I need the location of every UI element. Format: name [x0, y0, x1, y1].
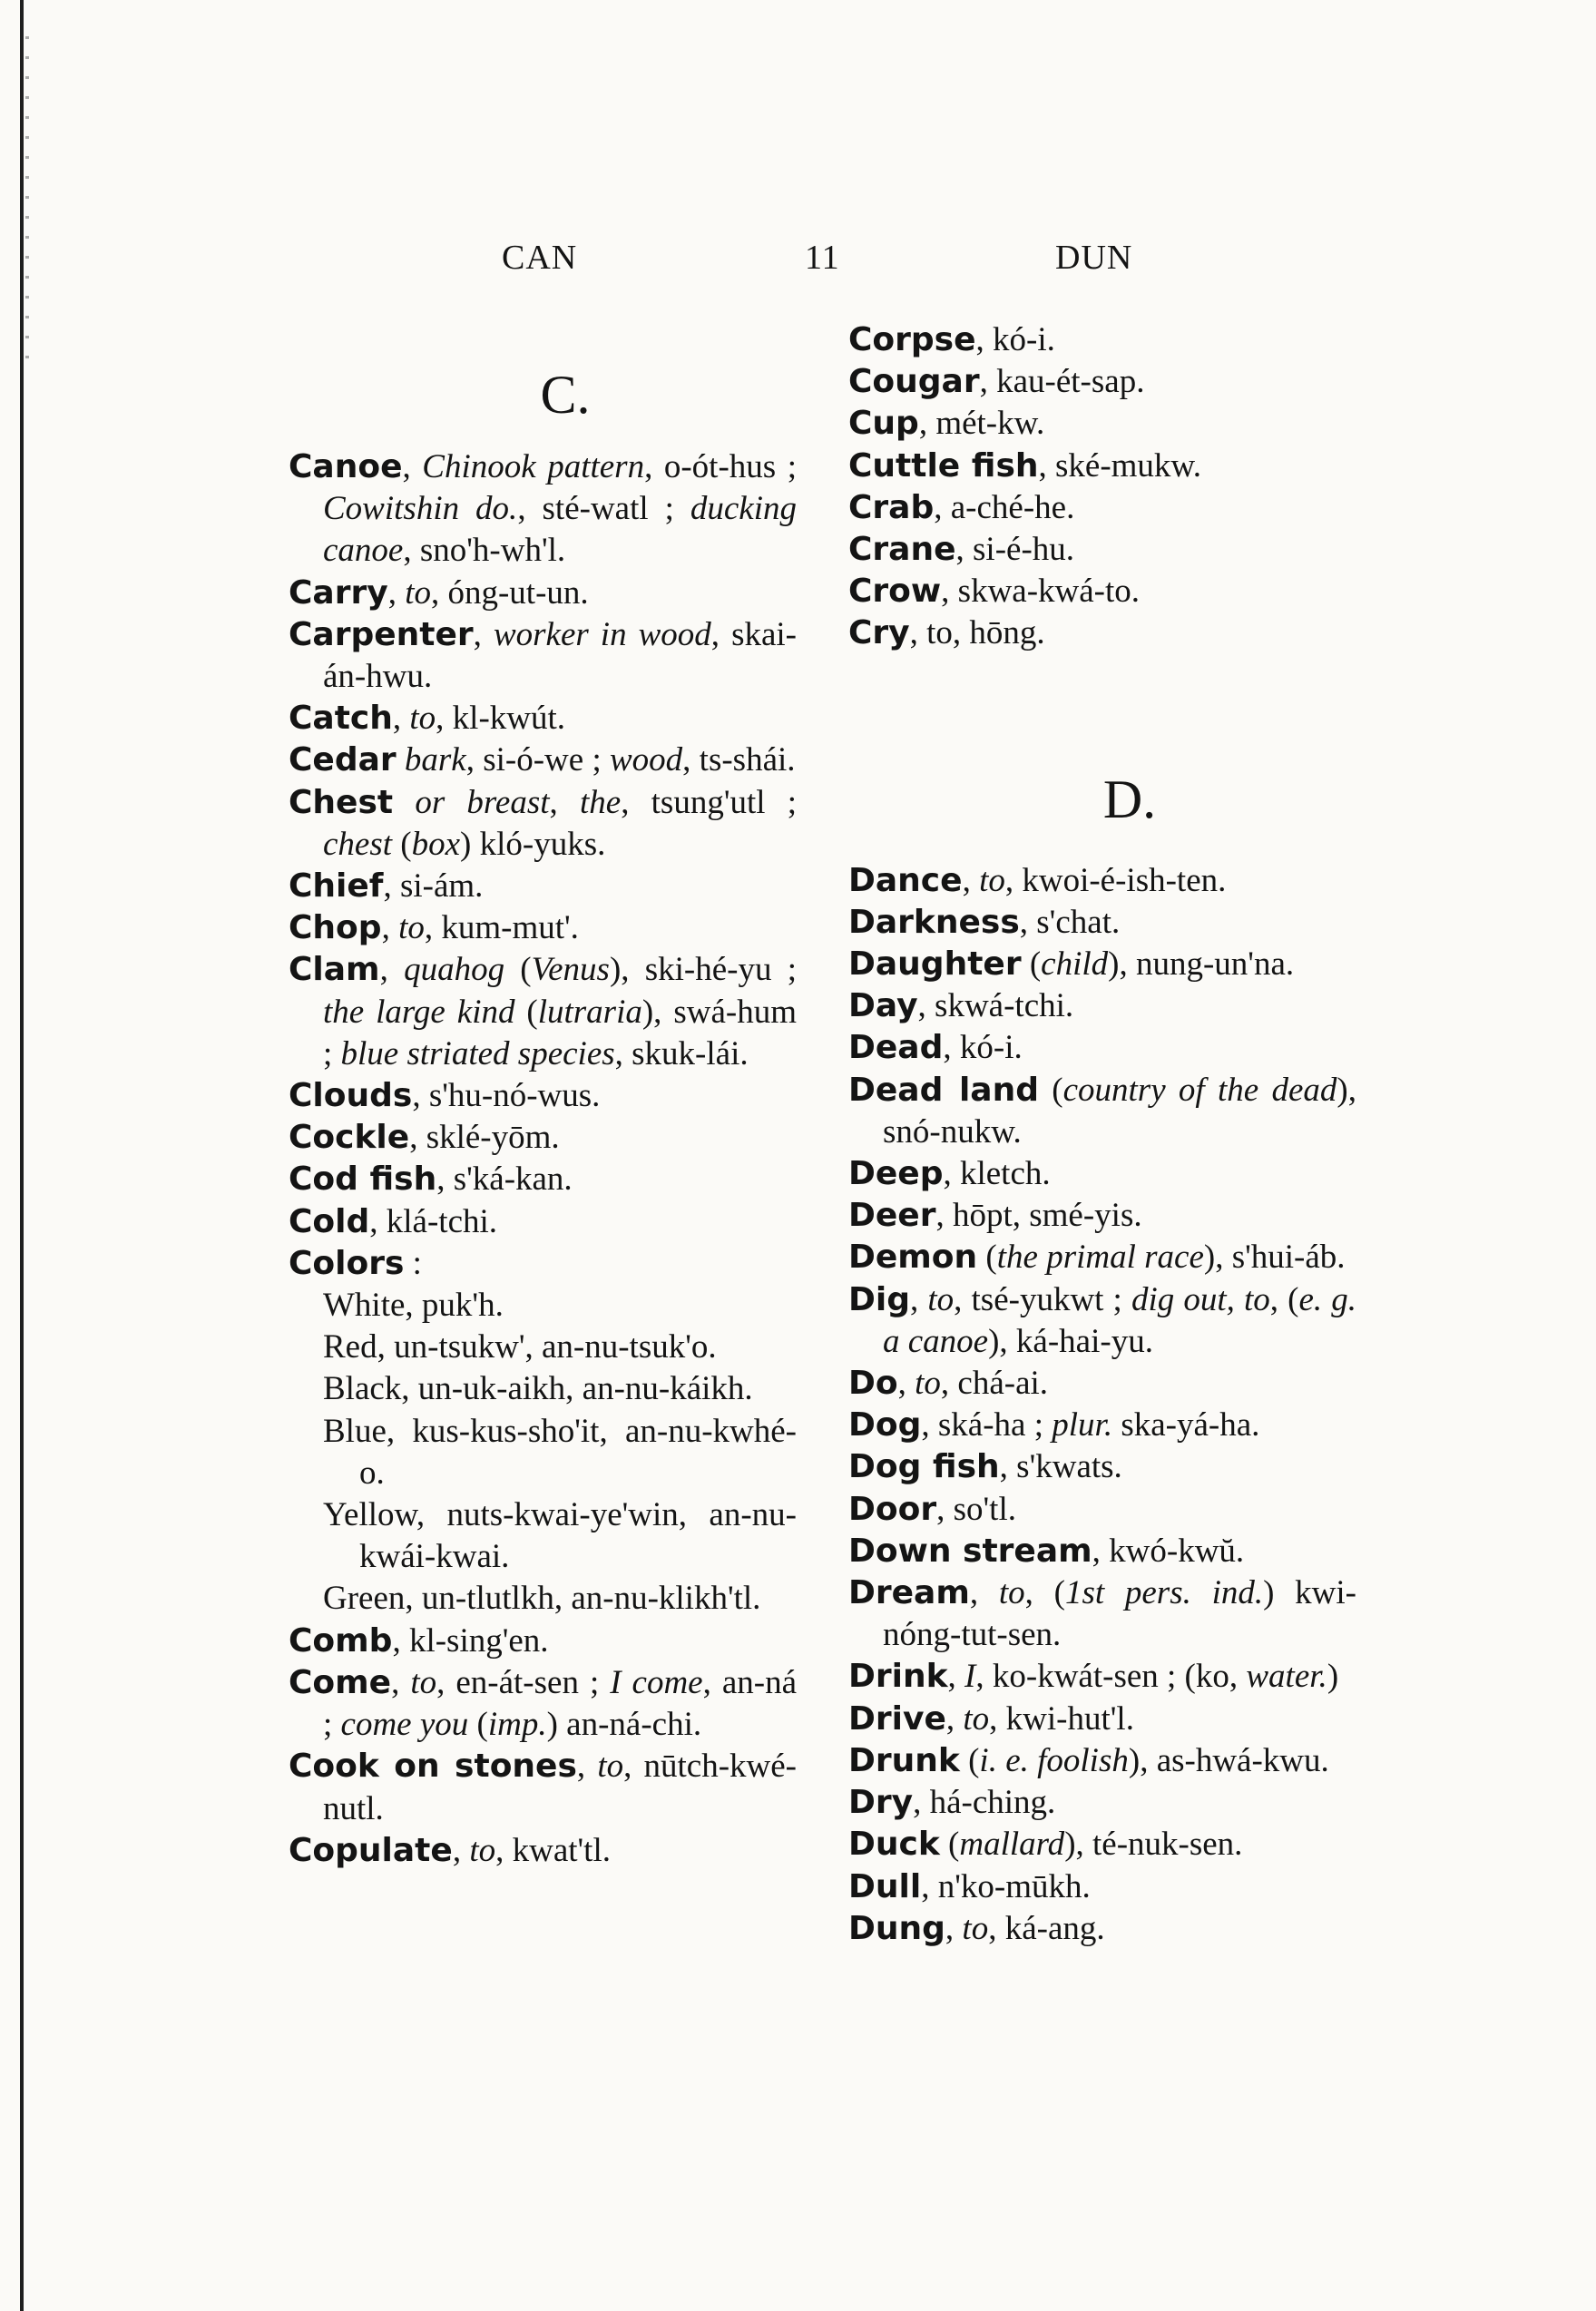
definition-text: , skuk-lái.	[614, 1034, 749, 1072]
dictionary-entry	[289, 949, 797, 1075]
italic-gloss: to	[962, 1909, 989, 1947]
definition-text: ,	[381, 909, 399, 947]
dictionary-entry	[848, 1740, 1356, 1782]
definition-text: ,	[910, 1280, 928, 1318]
headword: Do	[848, 1365, 898, 1403]
right-column	[848, 319, 1356, 1950]
headword: Dung	[848, 1909, 945, 1947]
definition-text: , si-ám.	[383, 867, 484, 906]
headword: Down stream	[848, 1532, 1092, 1570]
section-letter-c: C.	[540, 365, 591, 425]
definition-text: , si-ó-we ;	[465, 741, 610, 779]
definition-text: ,	[947, 1658, 965, 1696]
dictionary-entry	[848, 1070, 1356, 1153]
italic-gloss: plur.	[1052, 1406, 1113, 1444]
definition-text: Green, un-tlutlkh, an-nu-klikh'tl.	[323, 1580, 761, 1618]
definition-text: , kl-kwút.	[436, 700, 566, 738]
headword: Cod fish	[289, 1160, 437, 1199]
italic-gloss: to	[409, 700, 436, 738]
definition-text: , kwoi-é-ish-ten.	[1004, 861, 1227, 899]
definition-text: ,	[962, 861, 980, 899]
italic-gloss: Chinook pattern	[422, 448, 645, 485]
definition-text: Red, un-tsukw', an-nu-tsuk'o.	[323, 1328, 717, 1366]
headword: Cougar	[848, 363, 980, 401]
definition-text: , klá-tchi.	[369, 1202, 498, 1240]
definition-text: ,	[945, 1909, 963, 1947]
headword: Door	[848, 1490, 937, 1528]
headword: Deep	[848, 1155, 944, 1193]
definition-text: ,	[549, 783, 580, 821]
page-number: 11	[805, 239, 840, 277]
binding-edge	[20, 0, 31, 2311]
definition-text: , si-é-hu.	[955, 531, 1075, 569]
italic-gloss: I come	[610, 1663, 703, 1701]
dictionary-entry	[289, 614, 797, 698]
headword: Day	[848, 987, 918, 1025]
headword: Canoe	[289, 448, 403, 485]
definition-text: , s'chat.	[1019, 903, 1121, 941]
dictionary-entry	[848, 1908, 1356, 1950]
headword: Drink	[848, 1658, 948, 1696]
dictionary-entry	[848, 403, 1356, 445]
definition-text: , kl-sing'en.	[392, 1621, 549, 1660]
definition-text: ,	[402, 448, 423, 485]
definition-text: (	[977, 1239, 997, 1277]
definition-text: , kau-ét-sap.	[979, 363, 1145, 401]
headword: Corpse	[848, 321, 976, 358]
headword: Duck	[848, 1826, 940, 1864]
definition-text: ), s'hui-áb.	[1203, 1239, 1346, 1277]
headword: Dead	[848, 1029, 944, 1067]
definition-text: :	[404, 1244, 422, 1282]
sub-entry	[289, 1411, 797, 1494]
italic-gloss: to	[963, 1699, 990, 1738]
definition-text: , n'ko-mūkh.	[921, 1867, 1091, 1905]
dictionary-entry	[289, 1075, 797, 1117]
dictionary-entry	[289, 1830, 797, 1872]
headword: Crab	[848, 488, 935, 526]
definition-text: , s'ká-kan.	[436, 1160, 573, 1199]
dictionary-entry	[289, 907, 797, 949]
dictionary-entry	[848, 1195, 1356, 1237]
italic-gloss: to	[915, 1365, 941, 1403]
dictionary-entry	[289, 1746, 797, 1829]
dictionary-entry	[848, 487, 1356, 529]
italic-gloss: quahog	[404, 951, 505, 989]
italic-gloss: to	[405, 573, 431, 612]
definition-text: ) an-ná-chi.	[546, 1706, 702, 1744]
italic-gloss: to	[597, 1748, 624, 1786]
definition-text: (	[468, 1706, 488, 1744]
headword: Demon	[848, 1239, 978, 1277]
dictionary-entry	[848, 1489, 1356, 1531]
headword: Dull	[848, 1867, 922, 1905]
headword: Drive	[848, 1699, 946, 1738]
dictionary-entry	[848, 361, 1356, 403]
italic-gloss: ducking canoe	[323, 490, 797, 570]
definition-text: ) kló-yuks.	[460, 825, 606, 863]
definition-text: (	[392, 825, 412, 863]
dictionary-entry	[848, 1153, 1356, 1195]
dictionary-entry	[289, 698, 797, 739]
dictionary-entry	[848, 1405, 1356, 1446]
italic-gloss: Cowitshin do.	[323, 490, 518, 528]
italic-gloss: the large kind	[323, 993, 515, 1031]
dictionary-entry	[848, 1699, 1356, 1740]
headword: Dead land	[848, 1071, 1039, 1109]
headword: Cuttle fish	[848, 446, 1039, 485]
italic-gloss: child	[1041, 945, 1109, 984]
dictionary-entry	[848, 529, 1356, 571]
definition-text: , kwat'tl.	[495, 1831, 611, 1869]
headword: Comb	[289, 1621, 393, 1660]
definition-text: , kwó-kwŭ.	[1092, 1532, 1245, 1570]
headword: Daughter	[848, 945, 1022, 984]
right-entries	[848, 860, 1356, 1950]
definition-text: , hōpt, smé-yis.	[935, 1197, 1142, 1235]
italic-gloss: box	[411, 825, 461, 863]
dictionary-entry	[848, 319, 1356, 361]
dictionary-entry	[848, 1572, 1356, 1656]
definition-text: , s'hu-nó-wus.	[412, 1077, 601, 1115]
definition-text: , a-ché-he.	[934, 488, 1075, 526]
headword: Copulate	[289, 1831, 453, 1869]
italic-gloss: e. g. a canoe	[883, 1280, 1357, 1360]
left-entries	[289, 446, 797, 1872]
headword: Dance	[848, 861, 963, 899]
definition-text: , skwa-kwá-to.	[941, 573, 1141, 611]
italic-gloss: wood	[609, 741, 683, 779]
definition-text: , ská-ha ;	[921, 1406, 1053, 1444]
definition-text: ), ski-hé-yu ;	[609, 951, 798, 989]
italic-gloss: to	[398, 909, 425, 947]
definition-text: , kum-mut'.	[424, 909, 579, 947]
headword: Dog	[848, 1406, 922, 1444]
binding-line	[20, 0, 24, 2311]
italic-gloss: imp.	[487, 1706, 547, 1744]
definition-text: ), swá-hum ;	[323, 993, 797, 1072]
definition-text: ), snó-nukw.	[883, 1071, 1356, 1151]
definition-text: White, puk'h.	[323, 1287, 504, 1325]
definition-text: ), té-nuk-sen.	[1064, 1826, 1243, 1864]
dictionary-entry	[848, 985, 1356, 1027]
binding-specks	[25, 36, 29, 363]
dictionary-entry	[289, 1662, 797, 1746]
dictionary-entry	[848, 1866, 1356, 1908]
right-top-entries	[848, 319, 1356, 655]
definition-text: , sno'h-wh'l.	[403, 532, 566, 570]
definition-text: , sté-watl ;	[517, 490, 690, 528]
sub-entry	[289, 1327, 797, 1368]
italic-gloss: to	[998, 1574, 1025, 1612]
dictionary-entry	[289, 446, 797, 573]
italic-gloss: i. e. foolish	[979, 1741, 1129, 1779]
italic-gloss: the primal race	[996, 1239, 1204, 1277]
italic-gloss: I	[964, 1658, 976, 1696]
dictionary-entry	[848, 571, 1356, 612]
italic-gloss: to	[927, 1280, 955, 1318]
definition-text: Yellow, nuts-kwai-ye'win, an-nu-kwái-kwai.	[323, 1496, 797, 1576]
headword: Chop	[289, 909, 382, 947]
dictionary-entry	[289, 1621, 797, 1662]
sub-entry	[289, 1368, 797, 1410]
definition-text: ), nung-un'na.	[1108, 945, 1295, 984]
definition-text: (	[1038, 1071, 1063, 1109]
dictionary-entry	[848, 446, 1356, 487]
definition-text: (	[1021, 945, 1042, 984]
headword: Colors	[289, 1244, 405, 1282]
running-header	[0, 238, 1596, 292]
definition-text: ,	[576, 1748, 598, 1786]
definition-text: Blue, kus-kus-sho'it, an-nu-kwhé-o.	[323, 1412, 797, 1492]
definition-text: ), ká-hai-yu.	[988, 1322, 1153, 1360]
definition-text: (	[514, 993, 538, 1031]
definition-text: , skwá-tchi.	[917, 987, 1074, 1025]
italic-gloss: chest	[323, 825, 393, 863]
dictionary-entry	[848, 944, 1356, 985]
headword: Cook on stones	[289, 1748, 577, 1786]
italic-gloss: lutraria	[537, 993, 642, 1031]
dictionary-entry	[848, 1237, 1356, 1278]
italic-gloss: to	[410, 1663, 437, 1701]
definition-text: ,	[897, 1365, 915, 1403]
headword: Carpenter	[289, 615, 474, 653]
italic-gloss: country of the dead	[1062, 1071, 1337, 1109]
definition-text: ,	[387, 573, 406, 612]
dictionary-entry	[289, 1159, 797, 1200]
dictionary-entry	[289, 782, 797, 866]
headword: Dry	[848, 1784, 914, 1822]
headword: Cup	[848, 405, 919, 443]
definition-text: (	[959, 1741, 980, 1779]
headword: Darkness	[848, 903, 1020, 941]
headword: Drunk	[848, 1741, 960, 1779]
definition-text: ), as-hwá-kwu.	[1128, 1741, 1329, 1779]
dictionary-entry	[848, 1531, 1356, 1572]
definition-text: , en-át-sen ;	[436, 1663, 611, 1701]
definition-text	[393, 784, 415, 821]
definition-text: , kletch.	[943, 1155, 1051, 1193]
italic-gloss: mallard	[959, 1826, 1065, 1864]
definition-text: ,	[392, 700, 410, 738]
italic-gloss: blue striated species	[340, 1034, 615, 1072]
dictionary-entry	[848, 1446, 1356, 1488]
dictionary-entry	[848, 1027, 1356, 1069]
italic-gloss: bark	[404, 741, 466, 779]
definition-text: , ské-mukw.	[1038, 446, 1201, 485]
definition-text: ,	[473, 615, 494, 653]
definition-text: , tsé-yukwt ;	[954, 1280, 1131, 1318]
headword: Dig	[848, 1280, 910, 1318]
definition-text: , óng-ut-un.	[430, 573, 589, 612]
definition-text: ska-yá-ha.	[1112, 1406, 1260, 1444]
definition-text: , skai-án-hwu.	[323, 615, 797, 696]
section-letter-d: D.	[1102, 769, 1157, 829]
headword: Come	[289, 1663, 392, 1701]
headword: Dream	[848, 1574, 970, 1612]
definition-text: , mét-kw.	[918, 405, 1045, 443]
italic-gloss: the	[580, 783, 622, 821]
definition-text	[397, 741, 405, 778]
header-left-guide: CAN	[502, 239, 578, 277]
definition-text: , tsung'utl ;	[621, 783, 798, 821]
italic-gloss: come you	[340, 1706, 469, 1744]
headword: Cry	[848, 614, 910, 652]
dictionary-entry	[848, 902, 1356, 944]
dictionary-entry	[289, 1117, 797, 1159]
definition-text: , (	[1269, 1280, 1299, 1318]
definition-text: , sklé-yōm.	[409, 1119, 560, 1157]
dictionary-entry	[289, 573, 797, 614]
italic-gloss: to	[979, 861, 1005, 899]
definition-text: , to, hōng.	[909, 614, 1045, 652]
sub-entry	[289, 1578, 797, 1620]
dictionary-entry	[848, 1782, 1356, 1824]
left-column	[289, 319, 797, 1872]
definition-text: , so'tl.	[936, 1490, 1016, 1528]
dictionary-entry	[848, 1656, 1356, 1698]
headword: Chest	[289, 783, 394, 821]
definition-text: , nūtch-kwé-nutl.	[323, 1748, 797, 1827]
definition-text: ,	[945, 1699, 964, 1738]
italic-gloss: Venus	[531, 951, 610, 989]
dictionary-entry	[848, 860, 1356, 902]
definition-text: , há-ching.	[913, 1784, 1056, 1822]
definition-text: , kó-i.	[975, 321, 1055, 358]
dictionary-entry	[289, 866, 797, 907]
dictionary-entry	[289, 1201, 797, 1243]
definition-text: , kó-i.	[943, 1029, 1023, 1067]
italic-gloss: water.	[1246, 1658, 1327, 1696]
headword: Crow	[848, 573, 942, 611]
headword: Carry	[289, 573, 388, 612]
definition-text: (	[939, 1826, 960, 1864]
headword: Crane	[848, 531, 956, 569]
header-right-guide: DUN	[1055, 239, 1133, 277]
definition-text: , ts-shái.	[682, 741, 796, 779]
definition-text: , ko-kwát-sen ; (ko,	[975, 1658, 1247, 1696]
headword: Deer	[848, 1197, 936, 1235]
italic-gloss: to	[469, 1831, 496, 1869]
dictionary-entry	[289, 739, 797, 781]
italic-gloss: 1st pers. ind.	[1064, 1574, 1264, 1612]
headword: Cockle	[289, 1119, 410, 1157]
definition-text: Black, un-uk-aikh, an-nu-káikh.	[323, 1370, 753, 1408]
definition-text: , kwi-hut'l.	[989, 1699, 1134, 1738]
definition-text: , an-ná ;	[323, 1663, 798, 1744]
dictionary-entry	[848, 612, 1356, 654]
dictionary-entry	[848, 1824, 1356, 1865]
italic-gloss: dig out, to	[1131, 1280, 1270, 1318]
definition-text: ,	[379, 951, 405, 989]
sub-entry	[289, 1494, 797, 1578]
headword: Catch	[289, 700, 393, 738]
definition-text: , o-ót-hus ;	[644, 448, 797, 485]
definition-text: ,	[391, 1663, 411, 1701]
definition-text: (	[504, 951, 532, 989]
definition-text: , ká-ang.	[988, 1909, 1105, 1947]
dictionary-entry	[289, 1243, 797, 1285]
definition-text: , (	[1024, 1574, 1065, 1612]
definition-text: ) kwi-nóng-tut-sen.	[883, 1574, 1356, 1654]
definition-text: , chá-ai.	[940, 1365, 1049, 1403]
definition-text: ,	[969, 1574, 999, 1612]
italic-gloss: or breast	[415, 783, 550, 821]
headword: Clam	[289, 951, 380, 989]
sub-entry	[289, 1285, 797, 1327]
definition-text: )	[1327, 1658, 1339, 1696]
headword: Cedar	[289, 741, 397, 779]
italic-gloss: worker in wood	[493, 615, 711, 653]
dictionary-entry	[848, 1363, 1356, 1405]
headword: Cold	[289, 1202, 370, 1240]
headword: Dog fish	[848, 1448, 1000, 1486]
dictionary-entry	[848, 1279, 1356, 1363]
definition-text: , s'kwats.	[999, 1448, 1122, 1486]
definition-text: ,	[452, 1831, 470, 1869]
headword: Clouds	[289, 1077, 413, 1115]
headword: Chief	[289, 867, 384, 906]
